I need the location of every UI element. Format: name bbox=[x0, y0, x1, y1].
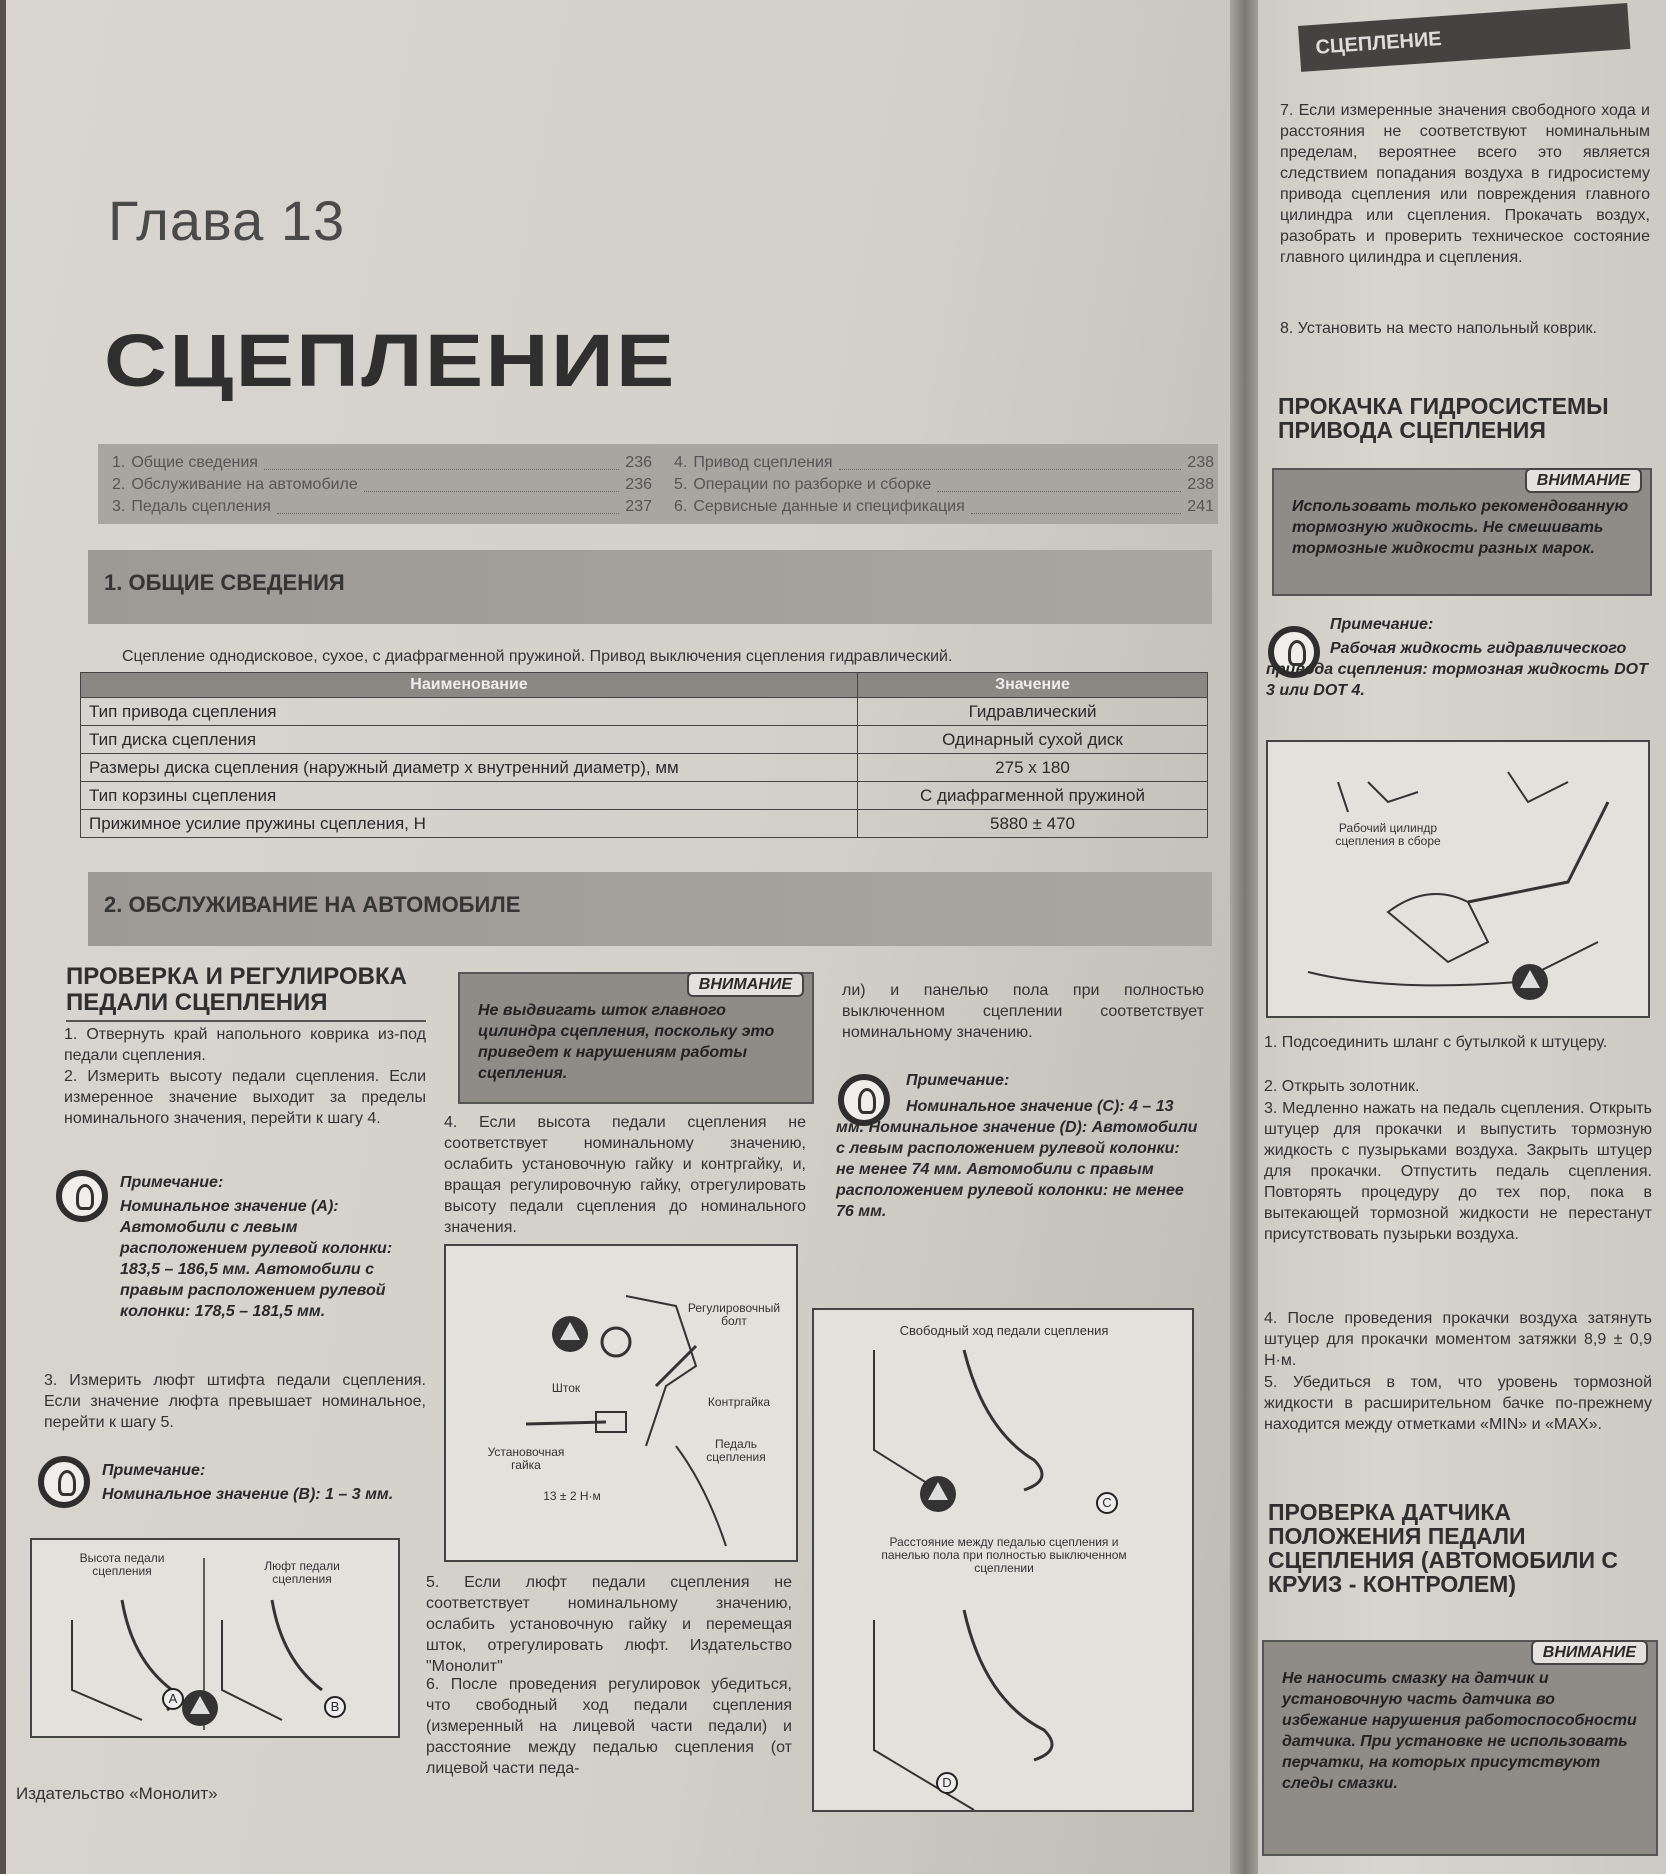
note-body: Номинальное значение (А): Автомобили с левым расположением рулевой колонки: 183,5 – 186,5 мм. Автомобили с правым расположением рулевой колонки: 178,5 – 181,5 мм. bbox=[120, 1198, 393, 1320]
system-icon bbox=[1512, 964, 1548, 1000]
warning-text: Не наносить смазку на датчик и установочную часть датчика во избежание нарушения работоспособности датчика. При установке не использовать перчатки, на которых присутствуют следы смазки. bbox=[1282, 1670, 1637, 1792]
bleed-step-2: 2. Открыть золотник. bbox=[1264, 1078, 1420, 1095]
section-1-heading: 1. ОБЩИЕ СВЕДЕНИЯ bbox=[88, 550, 1212, 624]
figure-label: Контргайка bbox=[707, 1395, 771, 1409]
warning-box bbox=[458, 972, 814, 1104]
toc-column-right bbox=[674, 454, 1214, 520]
system-icon bbox=[920, 1476, 956, 1512]
step-8: 8. Установить на место напольный коврик. bbox=[1280, 320, 1597, 337]
figure-label: Установочная гайка bbox=[487, 1445, 565, 1472]
warning-tag: ВНИМАНИЕ bbox=[687, 972, 804, 997]
subsection-heading: ПРОВЕРКА И РЕГУЛИРОВКА ПЕДАЛИ СЦЕПЛЕНИЯ bbox=[66, 964, 426, 1022]
toc-item: 2. Обслуживание на автомобиле 236 bbox=[112, 476, 652, 493]
bleeding-heading: ПРОКАЧКА ГИДРОСИСТЕМЫ ПРИВОДА СЦЕПЛЕНИЯ bbox=[1278, 393, 1609, 443]
note-bulb-icon bbox=[38, 1456, 90, 1508]
toc-item: 5. Операции по разборке и сборке 238 bbox=[674, 476, 1214, 493]
book-gutter bbox=[1230, 0, 1260, 1874]
figure-label: Расстояние между педалью сцепления и панелью пола при полностью выключенном сцеплении bbox=[881, 1535, 1127, 1575]
note-body: Номинальное значение (В): 1 – 3 мм. bbox=[102, 1486, 394, 1503]
warning-tag: ВНИМАНИЕ bbox=[1531, 1640, 1648, 1665]
table-row: Тип корзины сцепления С диафрагменной пружиной bbox=[81, 782, 1208, 810]
table-of-contents bbox=[98, 444, 1218, 524]
slave-cylinder-drawing bbox=[1268, 742, 1648, 1016]
system-icon bbox=[552, 1316, 588, 1352]
figure-label: Шток bbox=[551, 1381, 581, 1395]
toc-item: 3. Педаль сцепления 237 bbox=[112, 498, 652, 515]
note-title: Примечание: bbox=[120, 1174, 224, 1191]
pedal-figure-a-b bbox=[30, 1538, 400, 1738]
figure-label: Педаль сцепления bbox=[706, 1437, 766, 1464]
table-row: Прижимное усилие пружины сцепления, Н 5880 ± 470 bbox=[81, 810, 1208, 838]
figure-label: Высота педали сцепления bbox=[79, 1551, 165, 1578]
free-play-figure bbox=[812, 1308, 1194, 1812]
step-6: 6. После проведения регулировок убедиться, что свободный ход педали сцепления (измеренный на лицевой части педали) и расстояние между педалью сцепления (от лицевой части педа- bbox=[426, 1676, 792, 1777]
figure-label: Свободный ход педали сцепления bbox=[899, 1323, 1109, 1338]
step-2: 2. Измерить высоту педали сцепления. Если измеренное значение выходит за пределы номинального значения, перейти к шагу 4. bbox=[64, 1068, 426, 1127]
marker-c: C bbox=[1096, 1492, 1118, 1514]
step-1: 1. Отвернуть край напольного коврика из-под педали сцепления. bbox=[64, 1026, 426, 1064]
system-icon bbox=[182, 1690, 218, 1726]
table-row: Тип привода сцепления Гидравлический bbox=[81, 698, 1208, 726]
step-3: 3. Измерить люфт штифта педали сцепления. Если значение люфта превышает номинальное, перейти к шагу 5. bbox=[44, 1372, 426, 1431]
toc-item: 6. Сервисные данные и спецификация 241 bbox=[674, 498, 1214, 515]
warning-tag: ВНИМАНИЕ bbox=[1525, 468, 1642, 493]
toc-column-left bbox=[112, 454, 652, 520]
chapter-number: Глава 13 bbox=[108, 189, 346, 252]
table-row: Размеры диска сцепления (наружный диаметр x внутренний диаметр), мм 275 x 180 bbox=[81, 754, 1208, 782]
warning-text: Не выдвигать шток главного цилиндра сцепления, поскольку это приведет к нарушениям работы сцепления. bbox=[478, 1002, 775, 1082]
warning-box bbox=[1272, 468, 1652, 596]
slave-cylinder-figure bbox=[1266, 740, 1650, 1018]
marker-d: D bbox=[936, 1772, 958, 1794]
right-page bbox=[1258, 0, 1666, 1874]
bleed-step-3: 3. Медленно нажать на педаль сцепления. Открыть штуцер для прокачки и выпустить тормозную жидкость с пузырьками воздуха. Закрыть штуцер для прокачки. Отпустить педаль сцепления. Повторять процедуру до тех пор, пока в вытекающей тормозной жидкости не перестанут присутствовать пузырьки воздуха. bbox=[1264, 1100, 1652, 1243]
note-body: Рабочая жидкость гидравлического привода сцепления: тормозная жидкость DOT 3 или DOT 4. bbox=[1266, 640, 1648, 699]
note-title: Примечание: bbox=[906, 1072, 1010, 1089]
chapter-title: СЦЕПЛЕНИЕ bbox=[104, 319, 677, 402]
toc-item: 1. Общие сведения 236 bbox=[112, 454, 652, 471]
step-4: 4. Если высота педали сцепления не соответствует номинальному значению, ослабить установочную гайку и контргайку, и, вращая регулировочную гайку, отрегулировать высоту педали сцепления до номинального значения. bbox=[444, 1114, 806, 1236]
spec-table bbox=[80, 672, 1208, 838]
section-1-intro: Сцепление однодисковое, сухое, с диафрагменной пружиной. Привод выключения сцепления гидравлический. bbox=[122, 648, 953, 665]
figure-label: Регулировочный болт bbox=[687, 1301, 781, 1328]
bleed-step-1: 1. Подсоединить шланг с бутылкой к штуцеру. bbox=[1264, 1034, 1608, 1051]
figure-label: Люфт педали сцепления bbox=[264, 1559, 340, 1586]
note-body: Номинальное значение (С): 4 – 13 мм. Номинальное значение (D): Автомобили с левым расположением рулевой колонки: не менее 74 мм. Автомобили с правым расположением рулевой колонки: не менее 76 мм. bbox=[836, 1098, 1198, 1220]
sensor-check-heading: ПРОВЕРКА ДАТЧИКА ПОЛОЖЕНИЯ ПЕДАЛИ СЦЕПЛЕНИЯ (АВТОМОБИЛИ С КРУИЗ - КОНТРОЛЕМ) bbox=[1268, 1499, 1618, 1597]
bleed-step-4: 4. После проведения прокачки воздуха затянуть штуцер для прокачки моментом затяжки 8,9 ± 0,9 Н·м. bbox=[1264, 1310, 1652, 1369]
note-title: Примечание: bbox=[1330, 616, 1434, 633]
note-title: Примечание: bbox=[102, 1462, 206, 1479]
warning-box bbox=[1262, 1640, 1658, 1856]
bleed-step-5: 5. Убедиться в том, что уровень тормозной жидкости в расширительном бачке по-прежнему находится между отметками «MIN» и «MAX». bbox=[1264, 1374, 1652, 1433]
spec-table-header bbox=[81, 673, 1208, 698]
publisher-footer: Издательство «Монолит» bbox=[16, 1784, 218, 1803]
step-5: 5. Если люфт педали сцепления не соответствует номинальному значению, ослабить установочную гайку и перемещая шток, отрегулировать люфт. Издательство "Монолит" bbox=[426, 1574, 792, 1675]
step-7: 7. Если измеренные значения свободного хода и расстояния не соответствуют номинальным пределам, вероятнее всего это является следствием попадания воздуха в гидросистему привода сцепления или повреждения главного цилиндра или сцепления. Прокачать воздух, разобрать и проверить техническое состояние главного цилиндра и сцепления. bbox=[1280, 102, 1650, 266]
header-value: Значение bbox=[858, 673, 1208, 698]
note-bulb-icon bbox=[56, 1170, 108, 1222]
section-2-heading: 2. ОБСЛУЖИВАНИЕ НА АВТОМОБИЛЕ bbox=[88, 872, 1212, 946]
table-row: Тип диска сцепления Одинарный сухой диск bbox=[81, 726, 1208, 754]
header-name: Наименование bbox=[81, 673, 858, 698]
figure-label: 13 ± 2 Н·м bbox=[543, 1489, 601, 1503]
figure-label: Рабочий цилиндр сцепления в сборе bbox=[1335, 821, 1441, 848]
warning-text: Использовать только рекомендованную тормозную жидкость. Не смешивать тормозные жидкости разных марок. bbox=[1292, 498, 1629, 557]
step-6-continued: ли) и панелью пола при полностью выключенном сцеплении соответствует номинальному значению. bbox=[842, 982, 1204, 1041]
adjustment-figure bbox=[444, 1244, 798, 1562]
running-header-tab: СЦЕПЛЕНИЕ bbox=[1298, 3, 1630, 72]
marker-b: B bbox=[324, 1696, 346, 1718]
left-page bbox=[6, 0, 1250, 1874]
toc-item: 4. Привод сцепления 238 bbox=[674, 454, 1214, 471]
marker-a: A bbox=[162, 1688, 184, 1710]
